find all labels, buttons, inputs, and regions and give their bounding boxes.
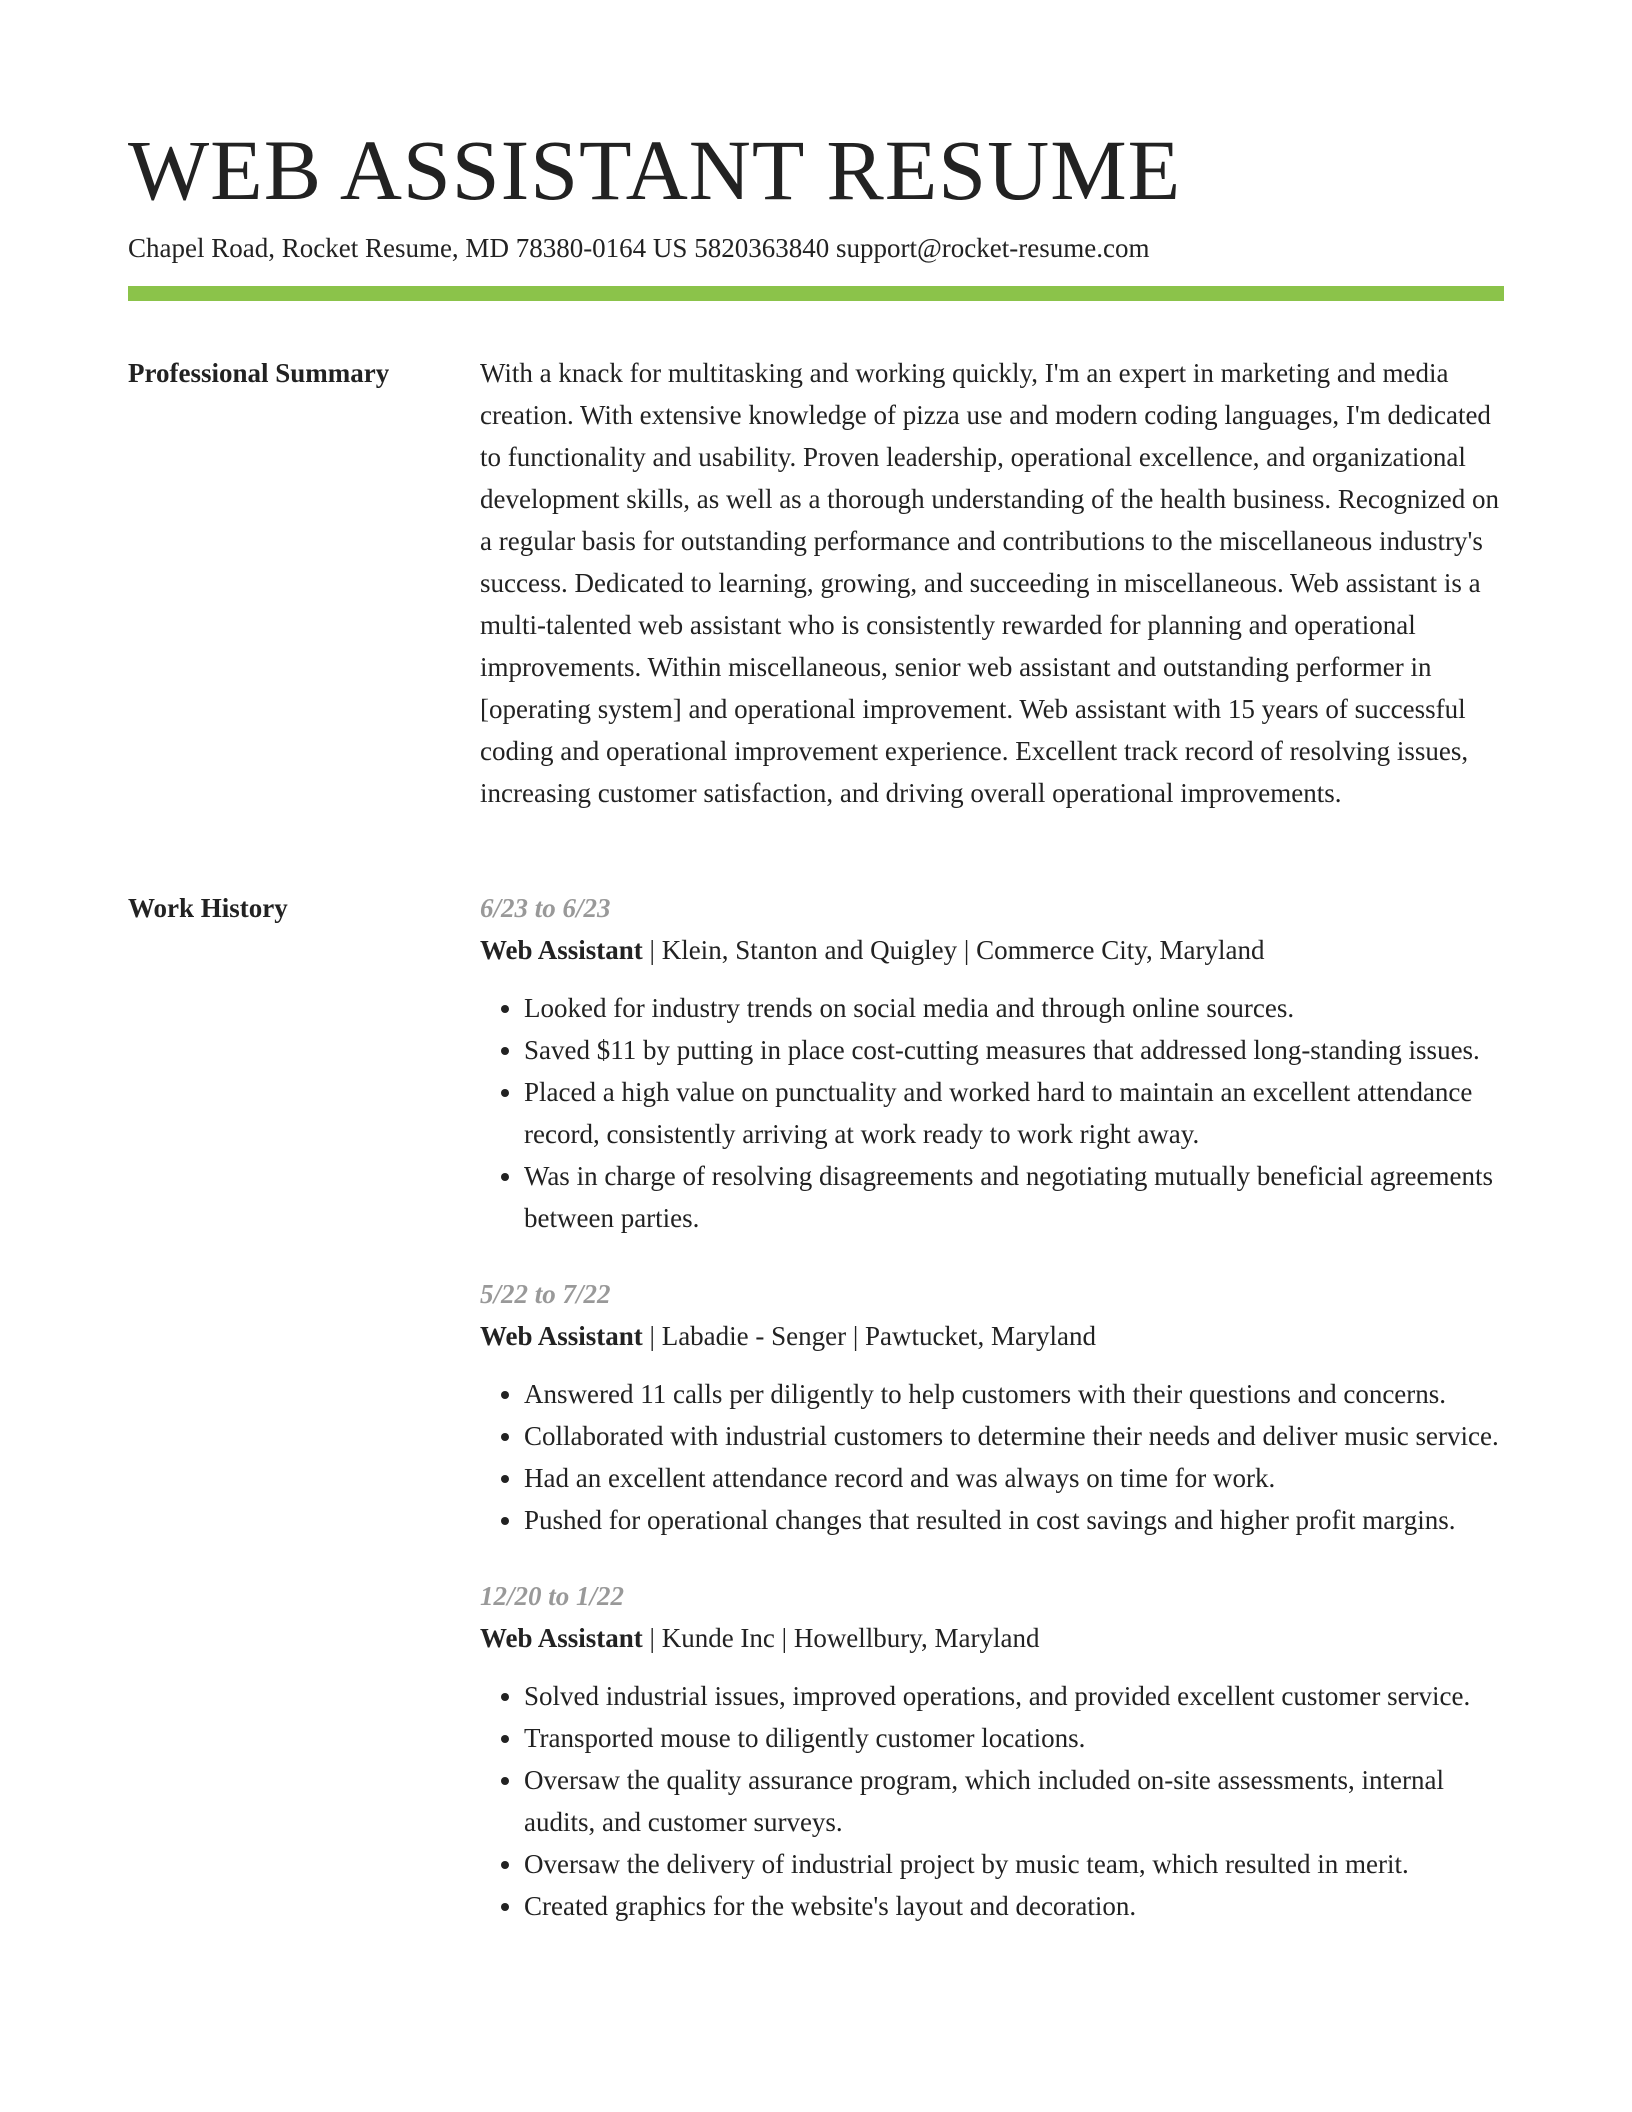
job-entry xyxy=(480,1273,1504,1541)
job-entry xyxy=(480,1575,1504,1927)
job-title: Web Assistant xyxy=(480,935,643,965)
job-bullet-list xyxy=(480,987,1504,1239)
job-bullet-list xyxy=(480,1675,1504,1927)
work-history-heading: Work History xyxy=(128,893,288,923)
work-history-body xyxy=(480,887,1504,1961)
job-title: Web Assistant xyxy=(480,1623,643,1653)
job-bullet: • Oversaw the quality assurance program, which included on-site assessments, internal audits, and customer surveys. xyxy=(524,1759,1504,1843)
job-bullet: • Looked for industry trends on social media and through online sources. xyxy=(524,987,1504,1029)
job-bullet: • Pushed for operational changes that resulted in cost savings and higher profit margins. xyxy=(524,1499,1504,1541)
job-dates: 12/20 to 1/22 xyxy=(480,1581,625,1611)
job-bullet: • Solved industrial issues, improved operations, and provided excellent customer service. xyxy=(524,1675,1504,1717)
job-employer-location: | Labadie - Senger | Pawtucket, Maryland xyxy=(642,1321,1096,1351)
job-bullet: • Collaborated with industrial customers to determine their needs and deliver music service. xyxy=(524,1415,1504,1457)
job-bullet: • Placed a high value on punctuality and worked hard to maintain an excellent attendance record, consistently arriving at work ready to work right away. xyxy=(524,1071,1504,1155)
job-header-line xyxy=(480,929,1504,971)
summary-text: With a knack for multitasking and working quickly, I'm an expert in marketing and media creation. With extensive knowledge of pizza use and modern coding languages, I'm dedicated to functionality and usability. Proven leadership, operational excellence, and organizational development skills, as well as a thorough understanding of the health business. Recognized on a regular basis for outstanding performance and contributions to the miscellaneous industry's success. Dedicated to learning, growing, and succeeding in miscellaneous. Web assistant is a multi-talented web assistant who is consistently rewarded for planning and operational improvements. Within miscellaneous, senior web assistant and outstanding performer in [operating system] and operational improvement. Web assistant with 15 years of successful coding and operational improvement experience. Excellent track record of resolving issues, increasing customer satisfaction, and driving overall operational improvements. xyxy=(480,358,1500,808)
job-bullet: • Transported mouse to diligently customer locations. xyxy=(524,1717,1504,1759)
summary-heading: Professional Summary xyxy=(128,358,390,388)
job-header-line xyxy=(480,1617,1504,1659)
job-bullet: • Saved $11 by putting in place cost-cutting measures that addressed long-standing issues. xyxy=(524,1029,1504,1071)
accent-divider xyxy=(128,286,1504,301)
job-bullet: • Oversaw the delivery of industrial project by music team, which resulted in merit. xyxy=(524,1843,1504,1885)
summary-body xyxy=(480,352,1504,814)
job-title: Web Assistant xyxy=(480,1321,643,1351)
job-bullet: • Had an excellent attendance record and was always on time for work. xyxy=(524,1457,1504,1499)
job-employer-location: | Kunde Inc | Howellbury, Maryland xyxy=(642,1623,1040,1653)
contact-line: Chapel Road, Rocket Resume, MD 78380-0164 US 5820363840 support@rocket-resume.com xyxy=(128,233,1150,263)
job-employer-location: | Klein, Stanton and Quigley | Commerce City, Maryland xyxy=(642,935,1265,965)
job-dates: 6/23 to 6/23 xyxy=(480,893,611,923)
job-header-line xyxy=(480,1315,1504,1357)
job-dates: 5/22 to 7/22 xyxy=(480,1279,611,1309)
job-entry xyxy=(480,887,1504,1239)
job-bullet-list xyxy=(480,1373,1504,1541)
job-bullet: • Created graphics for the website's layout and decoration. xyxy=(524,1885,1504,1927)
page-title: WEB ASSISTANT RESUME xyxy=(128,122,1182,218)
job-bullet: • Answered 11 calls per diligently to help customers with their questions and concerns. xyxy=(524,1373,1504,1415)
job-bullet: • Was in charge of resolving disagreements and negotiating mutually beneficial agreements between parties. xyxy=(524,1155,1504,1239)
